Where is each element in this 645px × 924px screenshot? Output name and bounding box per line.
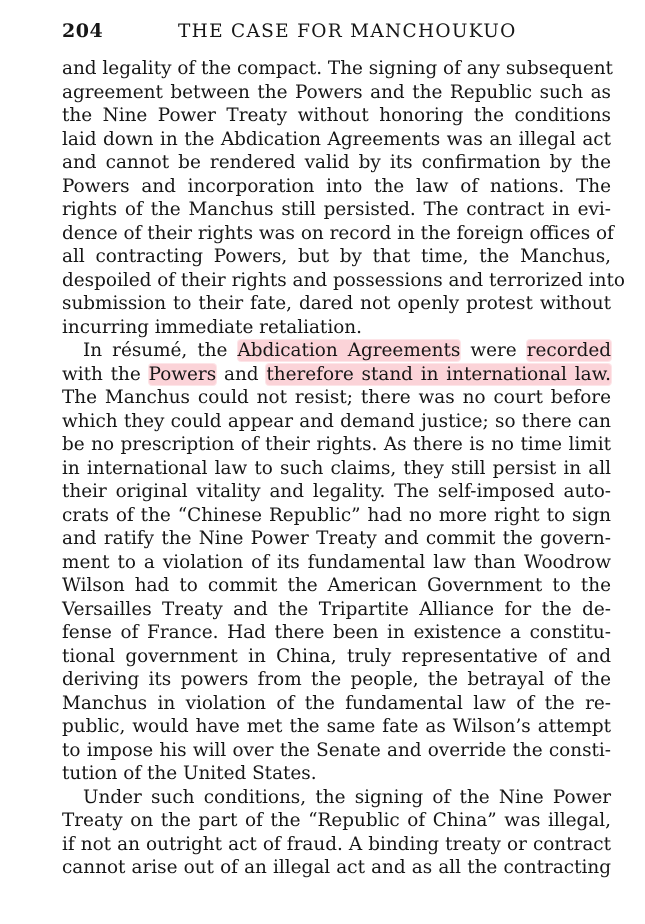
text-line: Powers and incorporation into the law of nations. The	[62, 175, 611, 197]
text-line: if not an outright act of fraud. A binding treaty or contract	[62, 833, 611, 855]
text-line: incurring immediate retaliation.	[62, 316, 362, 338]
text-line: and legality of the compact. The signing of any subsequent	[62, 58, 613, 79]
text-line: cannot arise out of an illegal act and as all the contracting	[62, 857, 611, 878]
text-line: The Manchus could not resist; there was no court before	[62, 387, 611, 408]
text-line-highlighted	[62, 339, 611, 363]
text-line: tution of the United States.	[62, 763, 317, 784]
text-line-highlighted	[62, 363, 611, 387]
text-line: despoiled of their rights and possessions and terrorized into	[62, 269, 625, 291]
text-line: submission to their fate, dared not openly protest without	[62, 293, 611, 314]
text-line: deriving its powers from the people, the betrayal of the	[62, 669, 611, 690]
text-line: Wilson had to commit the American Government to the	[62, 575, 611, 596]
running-head: THE CASE FOR MANCHOUKUO	[178, 21, 517, 42]
text-line: Under such conditions, the signing of the Nine Power	[83, 786, 611, 808]
text-segment: were	[460, 340, 527, 361]
paragraph-2	[62, 339, 611, 786]
text-line: crats of the “Chinese Republic” had no more right to sign	[62, 504, 611, 526]
paragraph-3	[62, 786, 611, 880]
text-segment: and	[216, 363, 267, 385]
text-line: in international law to such claims, they still persist in all	[62, 457, 611, 479]
text-line: fense of France. Had there been in existence a constitu-	[62, 622, 611, 643]
text-line: laid down in the Abdication Agreements was an illegal act	[62, 128, 611, 150]
text-line: and cannot be rendered valid by its confirmation by the	[62, 152, 611, 173]
text-line: Treaty on the part of the “Republic of China” was illegal,	[62, 810, 611, 831]
text-line: public, would have met the same fate as Wilson’s attempt	[62, 716, 611, 737]
page-header	[62, 20, 615, 46]
highlighted-text[interactable]: Powers	[148, 363, 217, 385]
text-line: rights of the Manchus still persisted. The contract in evi-	[62, 199, 611, 220]
text-line: which they could appear and demand justice; so there can	[62, 410, 611, 432]
text-line: ment to a violation of its fundamental law than Woodrow	[62, 551, 611, 573]
text-line: to impose his will over the Senate and override the consti-	[62, 739, 611, 761]
text-line: tional government in China, truly representative of and	[62, 645, 611, 667]
highlighted-text[interactable]: therefore stand in international law.	[266, 363, 611, 385]
text-line: Versailles Treaty and the Tripartite Alliance for the de-	[62, 598, 611, 620]
text-line: all contracting Powers, but by that time, the Manchus,	[62, 246, 611, 267]
text-line: the Nine Power Treaty without honoring the conditions	[62, 105, 611, 126]
text-line: Manchus in violation of the fundamental law of the re-	[62, 692, 611, 714]
text-line: their original vitality and legality. The self-imposed auto-	[62, 481, 611, 502]
highlighted-text[interactable]: recorded	[526, 340, 612, 361]
body-text	[62, 57, 625, 880]
highlighted-text[interactable]: Abdication Agreements	[237, 340, 461, 361]
page-number: 204	[62, 20, 104, 42]
text-line: and ratify the Nine Power Treaty and commit the govern-	[62, 528, 611, 549]
text-segment: with the	[62, 363, 149, 385]
text-line: dence of their rights was on record in the foreign offices of	[62, 222, 614, 244]
text-segment: In résumé, the	[83, 340, 238, 361]
text-line: agreement between the Powers and the Republic such as	[62, 81, 611, 103]
text-line: be no prescription of their rights. As there is no time limit	[62, 434, 611, 455]
paragraph-1	[62, 57, 625, 339]
